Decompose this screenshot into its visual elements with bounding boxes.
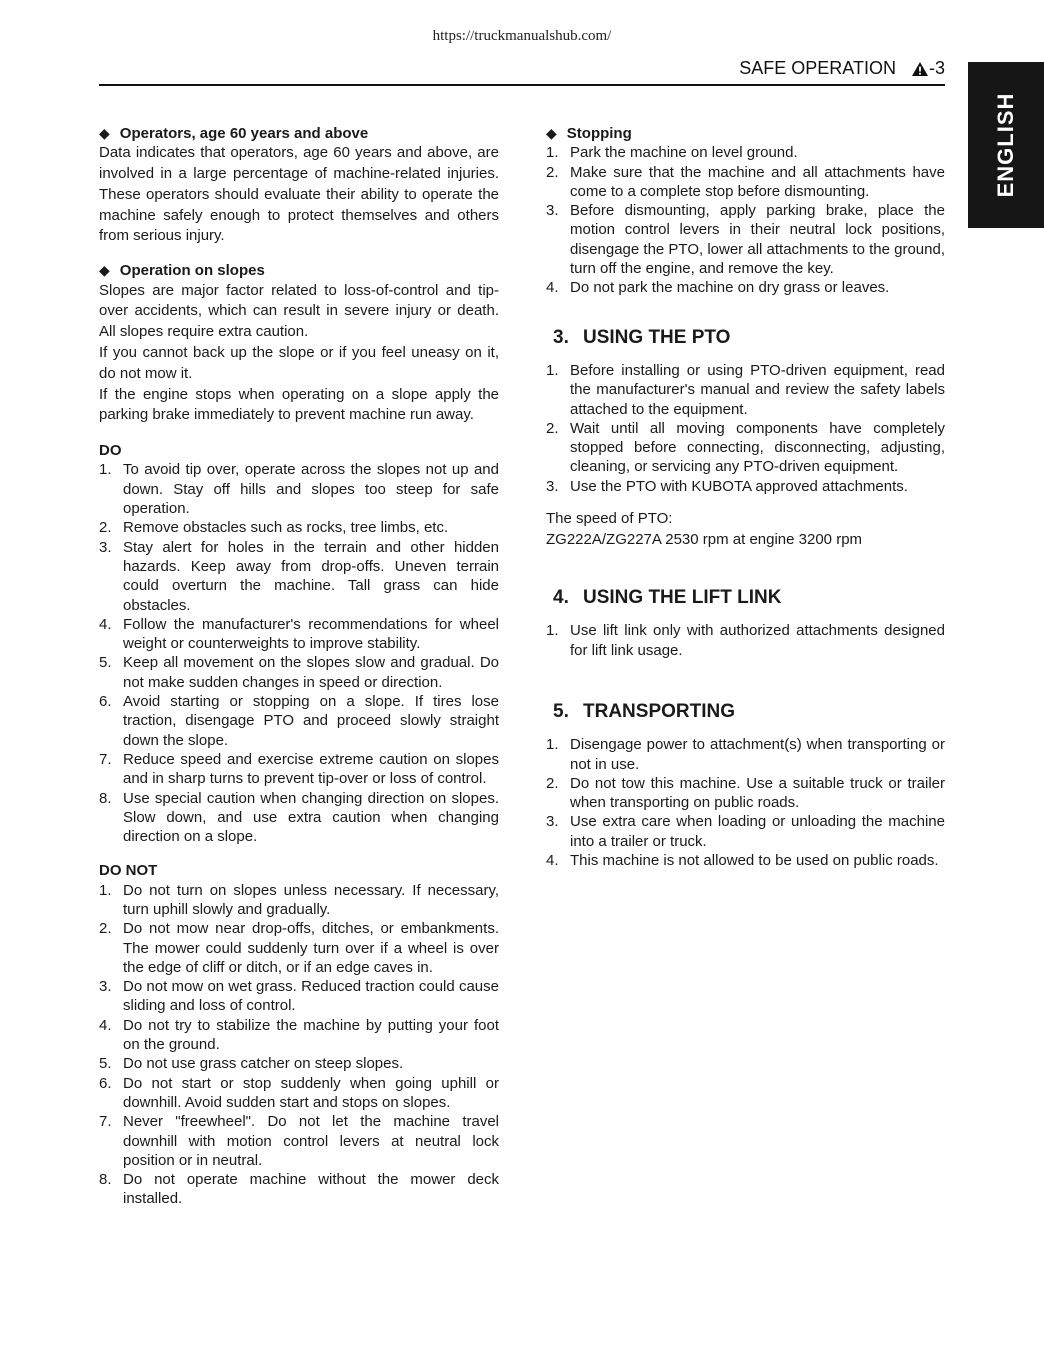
do-list: [99, 460, 499, 846]
language-tab: [968, 62, 1044, 228]
warning-triangle-icon: [912, 62, 928, 76]
list-item: 6. Avoid starting or stopping on a slope. If tires lose traction, disengage PTO and proceed slowly straight down the slope.: [99, 693, 499, 749]
list-item: 4. Do not park the machine on dry grass or leaves.: [546, 279, 890, 297]
list-item: 4. This machine is not allowed to be used on public roads.: [546, 852, 939, 870]
list-item: 3. Before dismounting, apply parking brake, place the motion control levers in their neutral lock positions, disengage the PTO, lower all attachments to the ground, turn off the engine, and remove the key.: [546, 202, 945, 278]
slopes-heading: [99, 261, 499, 280]
list-item: 1. Use lift link only with authorized attachments designed for lift link usage.: [546, 622, 945, 659]
list-item: 7. Reduce speed and exercise extreme caution on slopes and in sharp turns to prevent tip-over or loss of control.: [99, 750, 499, 788]
stopping-heading: [546, 124, 945, 143]
source-url: https://truckmanualshub.com/: [432, 28, 612, 44]
list-item: 2. Make sure that the machine and all attachments have come to a complete stop before dismounting.: [546, 163, 945, 200]
do-not-label: DO NOT: [99, 862, 158, 880]
slopes-paragraph: If the engine stops when operating on a slope apply the parking brake immediately to prevent machine run away.: [99, 385, 499, 424]
section-heading-transporting: 5. TRANSPORTING: [553, 700, 735, 722]
list-item: 1. To avoid tip over, operate across the slopes not up and down. Stay off hills and slopes too steep for safe operation.: [99, 461, 499, 518]
section-heading-lift-link: 4. USING THE LIFT LINK: [553, 587, 782, 609]
list-item: 2. Do not mow near drop-offs, ditches, or embankments. The mower could suddenly turn over if a wheel is over the edge of cliff or ditch, or if an edge caves in.: [99, 920, 499, 976]
list-item: 7. Never "freewheel". Do not let the machine travel downhill with motion control levers at neutral lock position or in neutral.: [99, 1113, 499, 1169]
running-head: [739, 58, 945, 79]
list-item: 5. Do not use grass catcher on steep slopes.: [99, 1055, 404, 1073]
operators-60-heading: [99, 124, 499, 143]
list-item: 3. Use extra care when loading or unloading the machine into a trailer or truck.: [546, 813, 945, 850]
language-label: ENGLISH: [993, 92, 1018, 198]
list-item: 2. Do not tow this machine. Use a suitable truck or trailer when transporting on public roads.: [546, 774, 945, 812]
section-title: SAFE OPERATION: [739, 58, 896, 78]
stopping-title: Stopping: [566, 125, 632, 142]
list-item: 2. Remove obstacles such as rocks, tree limbs, etc.: [99, 519, 449, 537]
list-item: 1. Before installing or using PTO-driven equipment, read the manufacturer's manual and review the safety labels attached to the equipment.: [546, 361, 945, 418]
list-item: 1. Park the machine on level ground.: [546, 144, 798, 162]
slopes-paragraph: If you cannot back up the slope or if you feel uneasy on it, do not mow it.: [99, 343, 499, 382]
pto-speed-value: ZG222A/ZG227A 2530 rpm at engine 3200 rpm: [546, 530, 863, 548]
list-item: 3. Stay alert for holes in the terrain and other hidden hazards. Keep away from drop-offs. Uneven terrain could overturn the machine. Tall grass can hide obstacles.: [99, 538, 499, 614]
stopping-list: [546, 143, 945, 297]
do-not-list: [99, 881, 499, 1209]
lift-link-list: [546, 621, 945, 660]
slopes-title: Operation on slopes: [119, 262, 265, 280]
diamond-bullet-icon: ◆: [99, 125, 110, 142]
list-item: 8. Use special caution when changing direction on slopes. Slow down, and use extra caution when changing direction on a slope.: [99, 789, 499, 846]
slopes-paragraph: Slopes are major factor related to loss-of-control and tip-over accidents, which can result in severe injury or death. All slopes require extra caution.: [99, 281, 499, 341]
left-column: [99, 124, 499, 1209]
list-item: 4. Do not try to stabilize the machine by putting your foot on the ground.: [99, 1016, 499, 1054]
pto-speed-label: The speed of PTO:: [546, 510, 673, 528]
operators-60-body: Data indicates that operators, age 60 years and above, are involved in a large percentage of machine-related injuries. These operators should evaluate their ability to operate the machine safely enough to protect themselves and others from serious injury.: [99, 144, 499, 245]
list-item: 4. Follow the manufacturer's recommendations for wheel weight or counterweights to improve stability.: [99, 615, 499, 653]
diamond-bullet-icon: ◆: [99, 262, 110, 279]
section-heading-pto: 3. USING THE PTO: [553, 326, 731, 348]
page-number: -3: [928, 58, 945, 78]
diamond-bullet-icon: ◆: [546, 125, 557, 142]
pto-list: [546, 361, 945, 496]
right-column: [546, 124, 945, 870]
transporting-list: [546, 735, 945, 870]
header-rule: [99, 84, 945, 86]
list-item: 3. Use the PTO with KUBOTA approved attachments.: [546, 477, 908, 495]
list-item: 8. Do not operate machine without the mower deck installed.: [99, 1171, 499, 1208]
list-item: 1. Disengage power to attachment(s) when transporting or not in use.: [546, 736, 945, 773]
list-item: 5. Keep all movement on the slopes slow and gradual. Do not make sudden changes in speed or direction.: [99, 654, 499, 691]
list-item: 1. Do not turn on slopes unless necessary. If necessary, turn uphill slowly and gradually.: [99, 881, 499, 918]
operators-60-title: Operators, age 60 years and above: [119, 125, 369, 142]
list-item: 3. Do not mow on wet grass. Reduced traction could cause sliding and loss of control.: [99, 978, 499, 1015]
list-item: 6. Do not start or stop suddenly when going uphill or downhill. Avoid sudden start and stops on slopes.: [99, 1074, 499, 1111]
list-item: 2. Wait until all moving components have completely stopped before connecting, disconnecting, adjusting, cleaning, or servicing any PTO-driven equipment.: [546, 419, 945, 476]
do-label: DO: [99, 442, 122, 460]
